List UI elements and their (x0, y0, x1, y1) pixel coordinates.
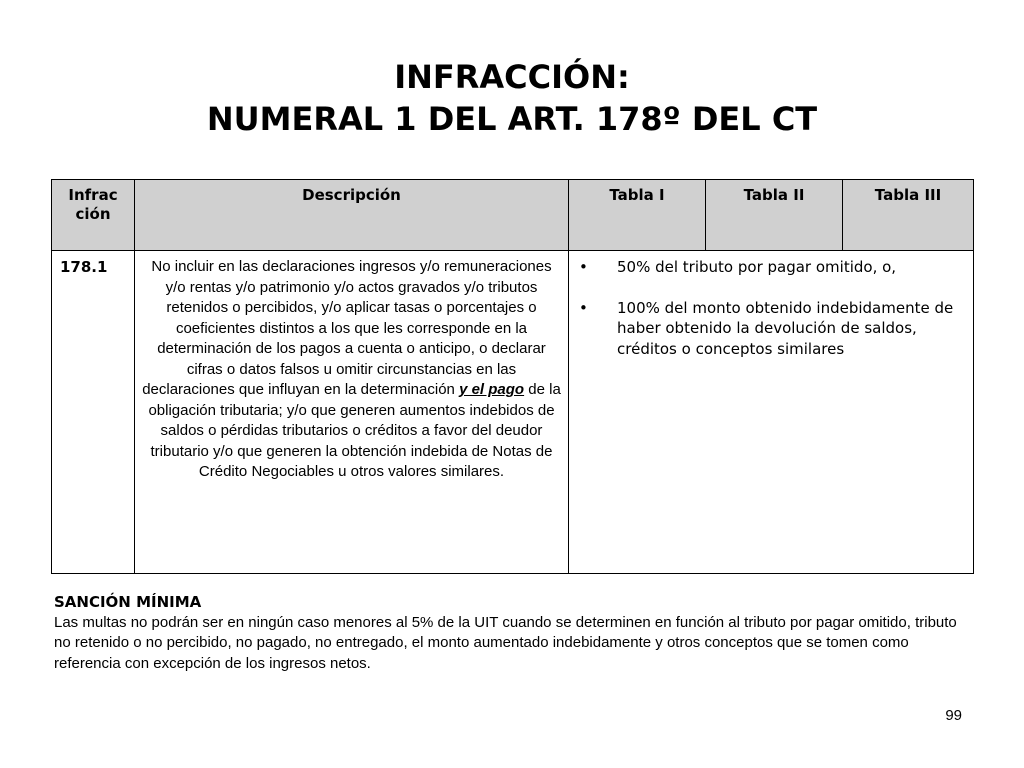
infraction-description (135, 251, 569, 574)
description-text-1: No incluir en las declaraciones ingresos y/o remuneraciones y/o rentas y/o patrimonio y/o actos gravados y/o tributos retenidos o percibidos, y/o aplicar tasas o porcentajes o coeficientes distintos a los que les corresponde en la determinación de los pagos a cuenta o anticipo, o declarar cifras o datos falsos u omitir circunstancias en las declaraciones que influyan en la determinación (142, 258, 552, 398)
description-emphasis: y el pago (459, 381, 525, 398)
page-number: 99 (945, 707, 962, 724)
sanction-item (577, 257, 967, 278)
sanction-text: 50% del tributo por pagar omitido, o, (617, 258, 897, 276)
header-descripcion: Descripción (135, 180, 569, 251)
minimum-sanction-text: Las multas no podrán ser en ningún caso menores al 5% de la UIT cuando se determinen en función al tributo por pagar omitido, tributo no retenido o no percibido, no pagado, no entregado, el monto aumentado indebidamente y otros conceptos que se tomen como referencia con excepción de los ingresos netos. (54, 613, 957, 672)
table-row (52, 251, 974, 574)
table-header-row (52, 180, 974, 251)
header-tabla-1: Tabla I (569, 180, 706, 251)
header-tabla-2: Tabla II (706, 180, 843, 251)
header-infraccion: Infrac ción (52, 180, 135, 251)
title-line-1: INFRACCIÓN: (394, 58, 630, 96)
header-tabla-3: Tabla III (843, 180, 974, 251)
bullet-icon: • (579, 298, 588, 317)
description-text-2: de la obligación tributaria; y/o que generen aumentos indebidos de saldos o pérdidas tributarios o créditos a favor del deudor tributario y/o que generen la obtención indebida de Notas de Crédito Negociables u otros valores similares. (148, 381, 561, 480)
bullet-icon: • (579, 258, 588, 276)
sanction-cell (569, 251, 974, 574)
minimum-sanction-heading: SANCIÓN MÍNIMA (54, 593, 202, 611)
minimum-sanction-section (54, 592, 964, 674)
sanction-text: 100% del monto obtenido indebidamente de haber obtenido la devolución de saldos, créditos o conceptos similares (617, 298, 954, 358)
infraction-code: 178.1 (52, 251, 135, 574)
page-title (0, 56, 1024, 140)
infraction-table (51, 179, 974, 574)
title-line-2: NUMERAL 1 DEL ART. 178º DEL CT (206, 100, 818, 138)
sanction-item (577, 298, 967, 360)
sanction-list (577, 257, 967, 359)
